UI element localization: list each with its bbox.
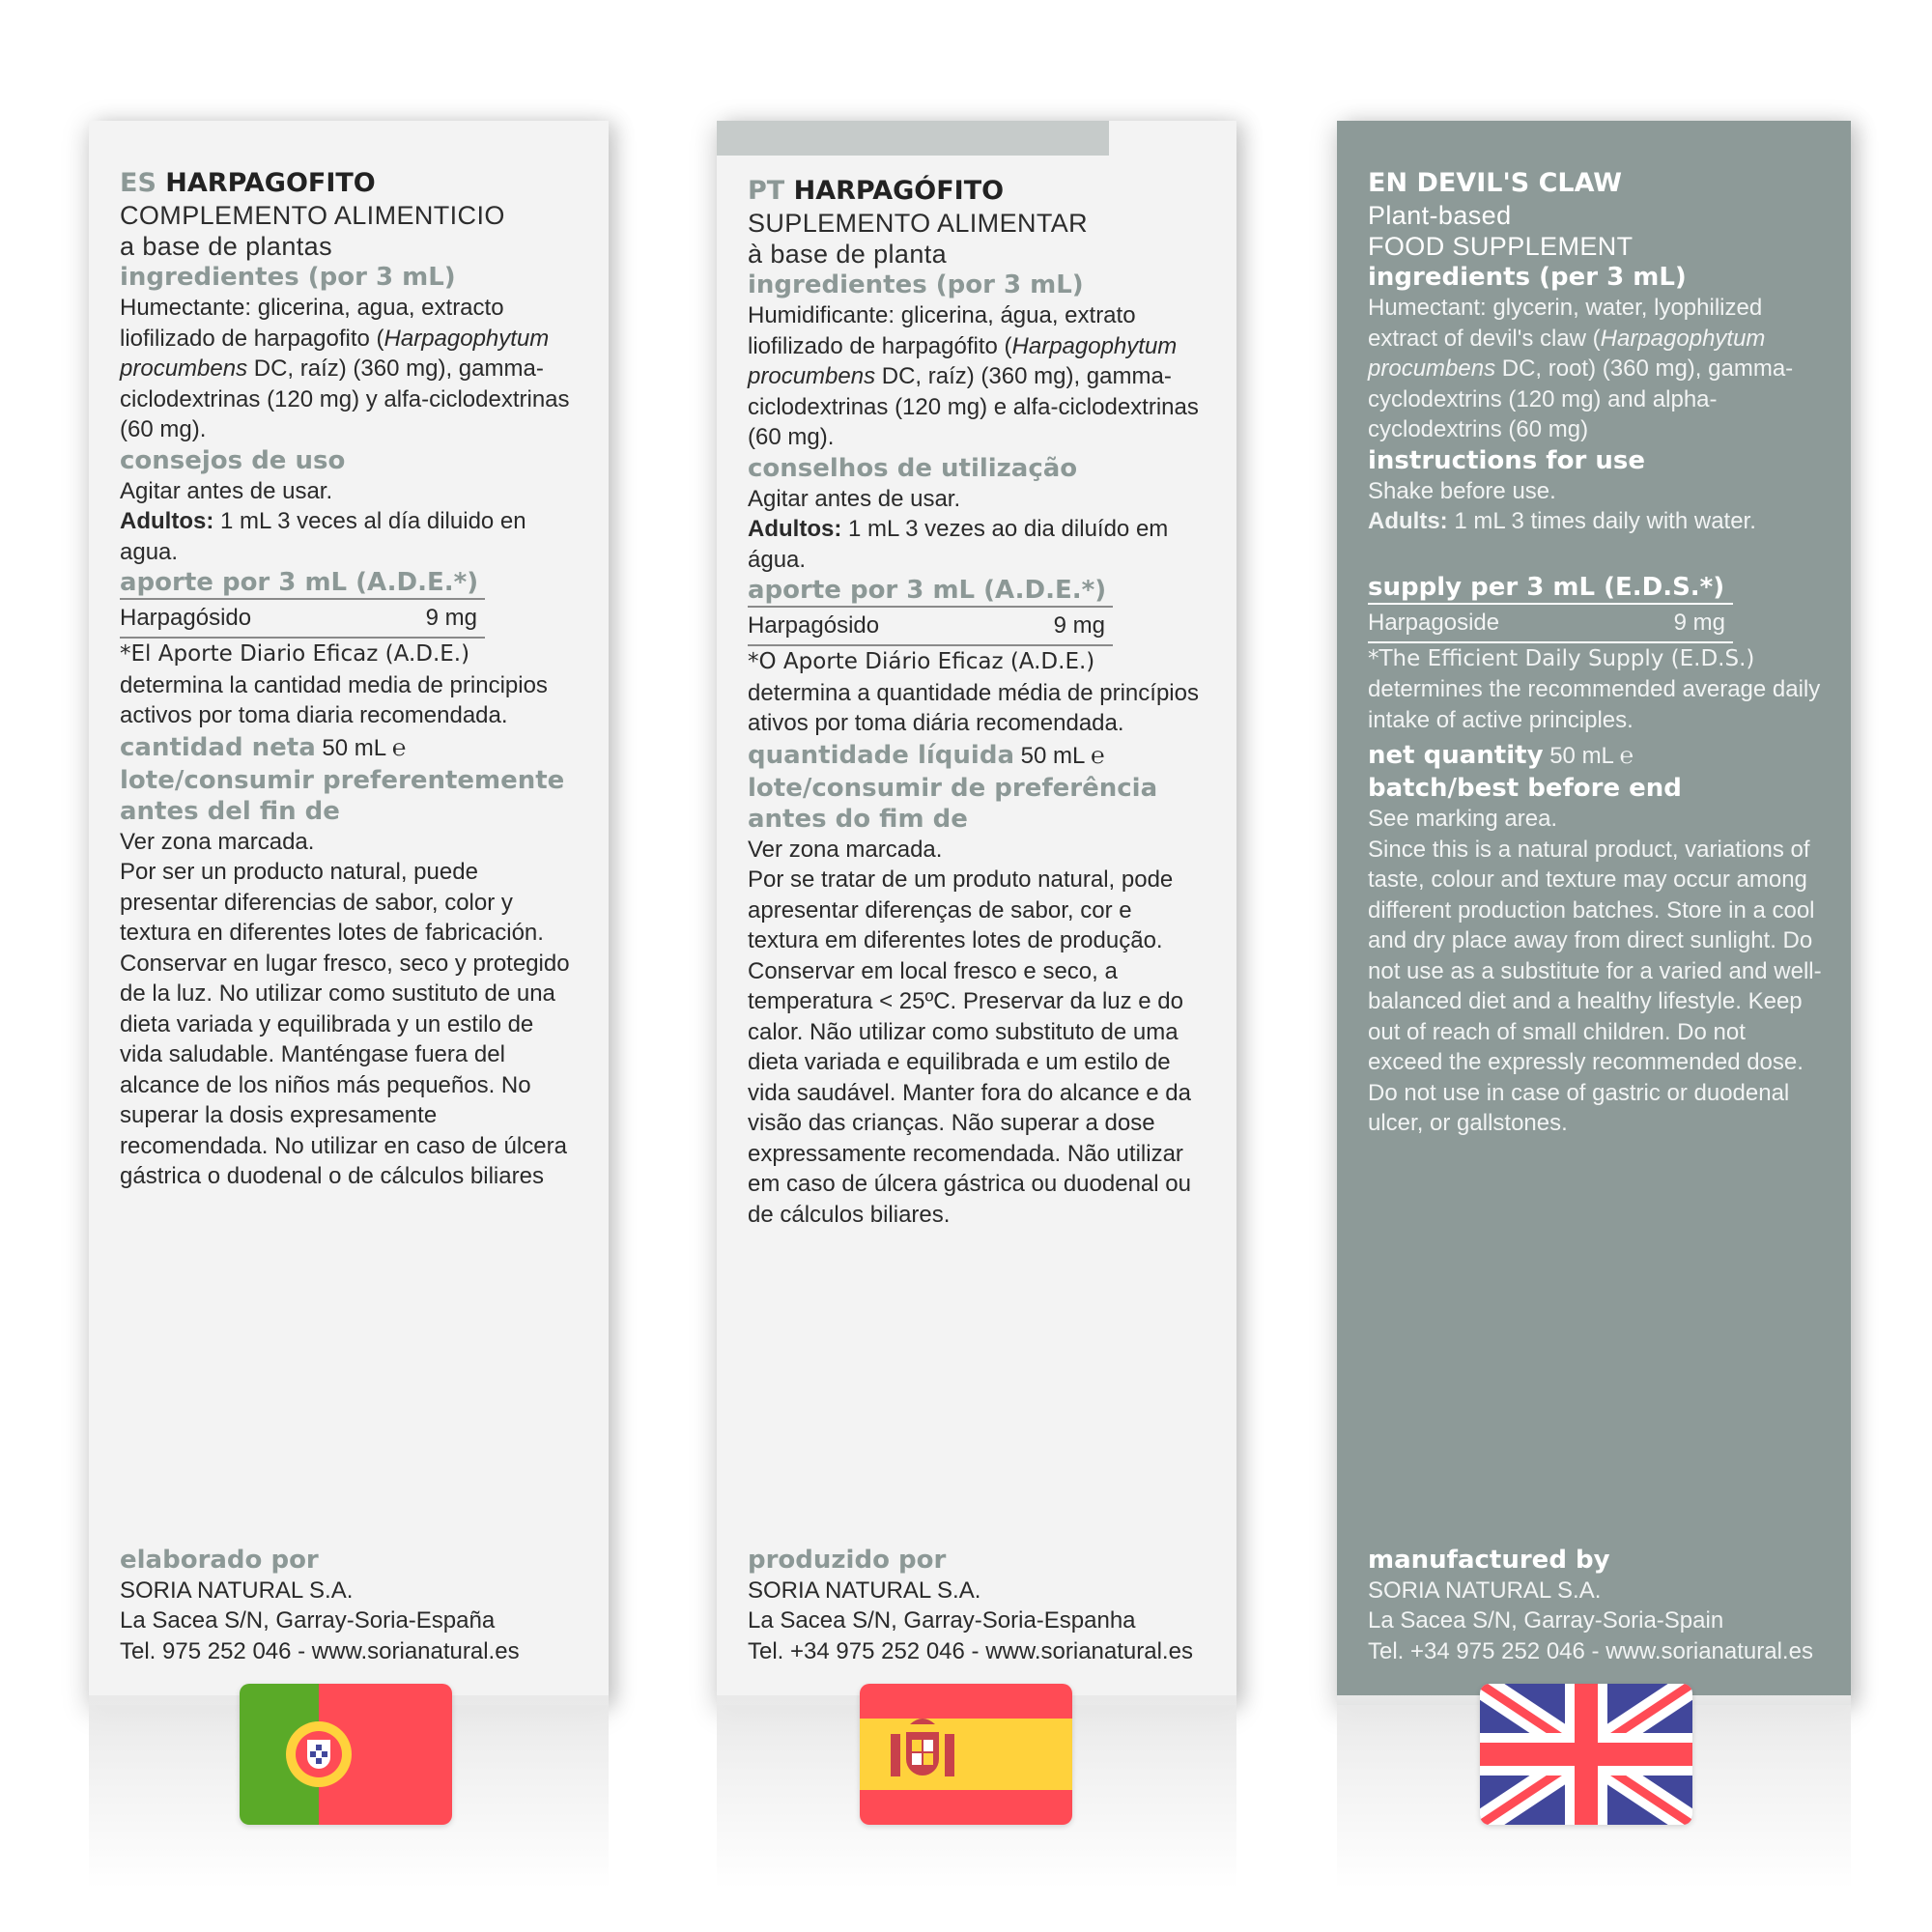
manufacturer-block <box>120 1545 520 1667</box>
batch-heading: lote/consumir de preferência antes do fim de <box>748 773 1158 834</box>
batch-text: See marking area. <box>1368 806 1558 832</box>
warnings-text: Since this is a natural product, variations of taste, colour and texture may occur among different production batches. Store in a cool and dry place away from direct sunlight. Do not use as a substitute for a varied and well-balanced diet and a healthy lifestyle. Keep out of reach of small children. Do not exceed the expressly recommended dose. Do not use in case of gastric or duodenal ulcer, or gallstones. <box>1368 836 1822 1136</box>
manufacturer-block <box>1368 1545 1813 1667</box>
company-contact: Tel. +34 975 252 046 - www.sorianatural.es <box>748 1637 1193 1664</box>
label-panel-en <box>1337 121 1851 1705</box>
supply-name: Harpagósido <box>120 605 252 631</box>
supply-table <box>1368 603 1733 643</box>
net-quantity: cantidad neta 50 mL ℮ <box>120 732 407 762</box>
warnings-text: Por ser un producto natural, puede presentar diferencias de sabor, color y textura en diferentes lotes de fabricación. Conservar en lugar fresco, seco y protegido de la luz. No utilizar como sustituto de una dieta variada y equilibrada y un estilo de vida saludable. Manténgase fuera del alcance de los niños más pequeños. No superar la dosis expresamente recomendada. No utilizar en caso de úlcera gástrica o duodenal o de cálculos biliares <box>120 859 570 1189</box>
usage-text: Agitar antes de usar. <box>748 485 961 512</box>
ingredients-heading: ingredients (per 3 mL) <box>1368 263 1687 292</box>
net-quantity: quantidade líquida 50 mL ℮ <box>748 740 1105 770</box>
supply-note: *O Aporte Diário Eficaz (A.D.E.) determina a quantidade média de princípios ativos por toma diária recomendada. <box>748 649 1199 736</box>
label-panel-pt <box>717 121 1236 1705</box>
batch-heading: lote/consumir preferentemente antes del fin de <box>120 765 565 826</box>
manufacturer-heading: manufactured by <box>1368 1545 1610 1575</box>
company-address: La Sacea S/N, Garray-Soria-España <box>120 1607 496 1634</box>
batch-text: Ver zona marcada. <box>748 836 943 863</box>
net-quantity: net quantity 50 mL ℮ <box>1368 741 1634 770</box>
supply-value: 9 mg <box>425 605 477 631</box>
product-title <box>120 167 580 200</box>
product-name: HARPAGÓFITO <box>793 176 1005 206</box>
language-code: PT <box>748 176 785 206</box>
product-title <box>748 175 1208 208</box>
product-name: DEVIL'S CLAW <box>1416 168 1623 198</box>
supply-note: *El Aporte Diario Eficaz (A.D.E.) determina la cantidad media de principios activos por toma diaria recomendada. <box>120 641 548 728</box>
usage-heading: instructions for use <box>1368 445 1645 475</box>
adults-dosage: Adultos: 1 mL 3 veces al día diluido en agua. <box>120 508 526 565</box>
product-type-sub: à base de planta <box>748 240 948 269</box>
company-name: SORIA NATURAL S.A. <box>1368 1577 1602 1604</box>
warnings-text: Por se tratar de um produto natural, pode apresentar diferenças de sabor, cor e textura em diferentes lotes de produção. Conservar em local fresco e seco, a temperatura < 25ºC. Preservar da luz e do calor. Não utilizar como substituto de uma dieta variada e equilibrada e um estilo de vida saudável. Manter fora do alcance e da visão das crianças. Não superar a dose expressamente recomendada. Não utilizar em caso de úlcera gástrica ou duodenal ou de cálculos biliares. <box>748 867 1191 1228</box>
product-title <box>1368 167 1822 200</box>
company-address: La Sacea S/N, Garray-Soria-Spain <box>1368 1607 1724 1634</box>
company-contact: Tel. +34 975 252 046 - www.sorianatural.es <box>1368 1637 1813 1664</box>
product-type: COMPLEMENTO ALIMENTICIO <box>120 201 505 230</box>
supply-table <box>748 606 1113 646</box>
usage-heading: conselhos de utilização <box>748 453 1078 483</box>
uk-flag-icon <box>1480 1684 1692 1825</box>
language-code: ES <box>120 168 156 198</box>
batch-heading: batch/best before end <box>1368 774 1682 803</box>
ingredients-text: Humidificante: glicerina, água, extrato liofilizado de harpagófito (Harpagophytum procumbens DC, raíz) (360 mg), gamma-ciclodextrinas (120 mg) e alfa-ciclodextrinas (60 mg). <box>748 302 1199 450</box>
supply-heading: supply per 3 mL (E.D.S.*) <box>1368 572 1725 602</box>
company-name: SORIA NATURAL S.A. <box>120 1577 354 1604</box>
top-tab-strip <box>717 121 1109 156</box>
ingredients-heading: ingredientes (por 3 mL) <box>120 263 456 292</box>
supply-value: 9 mg <box>1673 609 1725 636</box>
supply-table <box>120 598 485 639</box>
supply-note: *The Efficient Daily Supply (E.D.S.) determines the recommended average daily intake of active principles. <box>1368 645 1821 733</box>
product-type: Plant-based <box>1368 201 1512 230</box>
usage-text: Shake before use. <box>1368 477 1556 504</box>
adults-dosage: Adults: 1 mL 3 times daily with water. <box>1368 508 1756 534</box>
supply-name: Harpagósido <box>748 612 880 639</box>
usage-text: Agitar antes de usar. <box>120 477 333 504</box>
supply-heading: aporte por 3 mL (A.D.E.*) <box>748 576 1107 605</box>
supply-value: 9 mg <box>1053 612 1105 639</box>
company-contact: Tel. 975 252 046 - www.sorianatural.es <box>120 1637 520 1664</box>
manufacturer-heading: elaborado por <box>120 1545 319 1575</box>
ingredients-heading: ingredientes (por 3 mL) <box>748 270 1084 299</box>
latin-name: Harpagophytum procumbens <box>120 325 550 382</box>
supply-name: Harpagoside <box>1368 609 1500 636</box>
product-name: HARPAGOFITO <box>165 168 376 198</box>
company-name: SORIA NATURAL S.A. <box>748 1577 981 1604</box>
usage-heading: consejos de uso <box>120 445 346 475</box>
label-panel-es <box>89 121 609 1705</box>
ingredients-text: Humectante: glicerina, agua, extracto liofilizado de harpagofito (Harpagophytum procumbens DC, raíz) (360 mg), gamma-ciclodextrinas (120 mg) y alfa-ciclodextrinas (60 mg). <box>120 295 570 442</box>
language-code: EN <box>1368 168 1408 198</box>
supply-heading: aporte por 3 mL (A.D.E.*) <box>120 568 479 597</box>
latin-name: Harpagophytum procumbens <box>748 332 1178 389</box>
manufacturer-heading: produzido por <box>748 1545 947 1575</box>
ingredients-text: Humectant: glycerin, water, lyophilized extract of devil's claw (Harpagophytum procumbens DC, root) (360 mg), gamma-cyclodextrins (120 mg) and alpha-cyclodextrins (60 mg) <box>1368 295 1794 442</box>
product-type-sub: FOOD SUPPLEMENT <box>1368 232 1634 261</box>
adults-dosage: Adultos: 1 mL 3 vezes ao dia diluído em água. <box>748 516 1169 573</box>
product-type: SUPLEMENTO ALIMENTAR <box>748 209 1089 238</box>
manufacturer-block <box>748 1545 1193 1667</box>
portugal-flag-icon <box>240 1684 452 1825</box>
batch-text: Ver zona marcada. <box>120 828 315 855</box>
product-type-sub: a base de plantas <box>120 232 332 261</box>
spain-flag-icon <box>860 1684 1072 1825</box>
latin-name: Harpagophytum procumbens <box>1368 325 1766 382</box>
company-address: La Sacea S/N, Garray-Soria-Espanha <box>748 1607 1136 1634</box>
